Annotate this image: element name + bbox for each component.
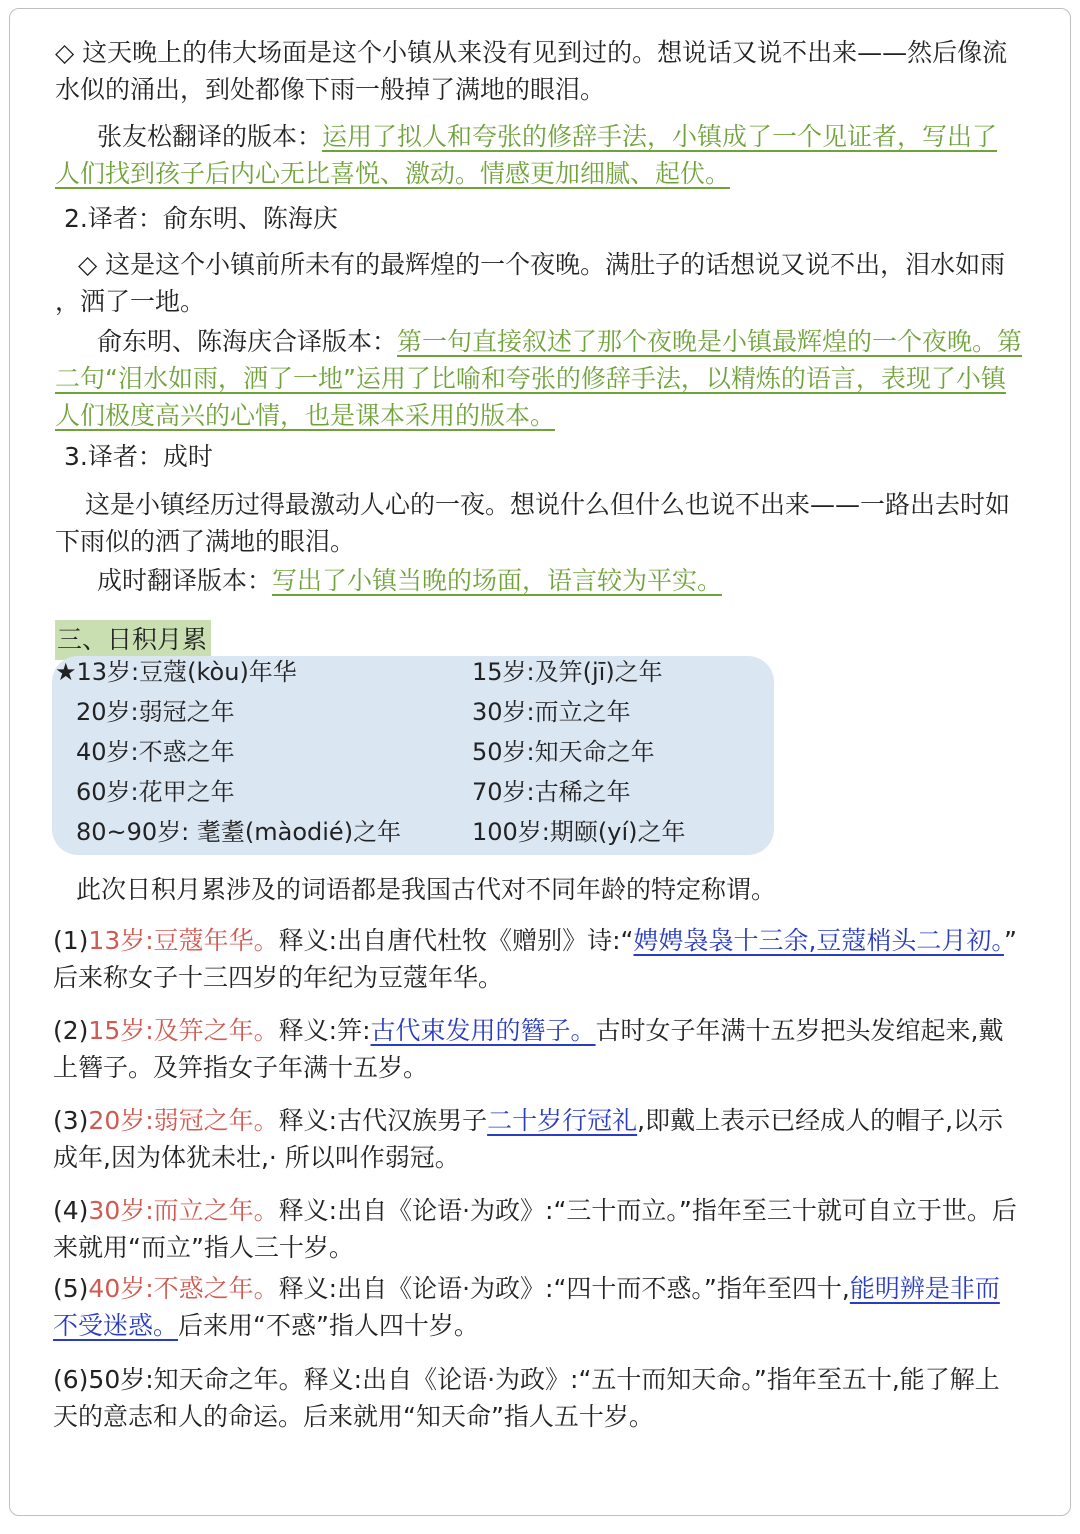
- analysis-zhang-label: 张友松翻译的版本：: [97, 122, 323, 151]
- age-term: 80~90岁: 耄耋(màodié)之年: [76, 818, 402, 846]
- entry-4-term: 30岁:而立之年。: [88, 1196, 279, 1225]
- entry-2-line-1: (2)15岁:及笄之年。释义:笄:古代束发用的簪子。古时女子年满十五岁把头发绾起来,戴: [53, 1016, 1004, 1045]
- entry-5-highlight: 能明辨是非而: [849, 1274, 1000, 1303]
- analysis-cheng-highlight: 写出了小镇当晚的场面，语言较为平实。: [272, 566, 723, 595]
- age-terms-intro: 此次日积月累涉及的词语都是我国古代对不同年龄的特定称谓。: [76, 875, 777, 904]
- analysis-yu-highlight: 第一句直接叙述了那个夜晚是小镇最辉煌的一个夜晚。第: [397, 327, 1023, 356]
- entry-6-line-2: 天的意志和人的命运。后来就用“知天命”指人五十岁。: [53, 1402, 654, 1431]
- age-term: 50岁:知天命之年: [472, 738, 655, 766]
- entry-5-highlight-cont: 不受迷惑。: [53, 1311, 179, 1340]
- analysis-yu-label: 俞东明、陈海庆合译版本：: [97, 327, 398, 356]
- quote-cheng-line-2: 下雨似的洒了满地的眼泪。: [55, 527, 356, 556]
- entry-5-line-1: (5)40岁:不惑之年。释义:出自《论语·为政》:“四十而不惑。”指年至四十,能明辨是非而: [53, 1274, 1000, 1303]
- entry-3-highlight: 二十岁行冠礼: [487, 1106, 638, 1135]
- entry-4-line-1: (4)30岁:而立之年。释义:出自《论语·为政》:“三十而立。”指年至三十就可自立于世。后: [53, 1196, 1017, 1225]
- analysis-zhang-line-1: [97, 118, 997, 155]
- entry-1-highlight: 娉娉袅袅十三余,豆蔻梢头二月初。: [633, 926, 1004, 955]
- entry-2-term: 15岁:及笄之年。: [88, 1016, 279, 1045]
- translator-3-title: 3.译者：成时: [64, 442, 213, 471]
- age-term: 70岁:古稀之年: [472, 778, 631, 806]
- entry-2-highlight: 古代束发用的簪子。: [370, 1016, 596, 1045]
- age-term: 40岁:不惑之年: [76, 738, 235, 766]
- analysis-yu-line-3: 人们极度高兴的心情，也是课本采用的版本。: [55, 401, 556, 430]
- entry-1-term: 13岁:豆蔻年华。: [88, 926, 279, 955]
- age-term: 60岁:花甲之年: [76, 778, 235, 806]
- quote-zhang-line-2: 水似的涌出，到处都像下雨一般掉了满地的眼泪。: [55, 75, 606, 104]
- quote-cheng-line-1: 这是小镇经历过得最激动人心的一夜。想说什么但什么也说不出来——一路出去时如: [85, 490, 1011, 519]
- analysis-yu-line-1: [97, 323, 1022, 360]
- entry-3-term: 20岁:弱冠之年。: [88, 1106, 279, 1135]
- translator-2-title: 2.译者：俞东明、陈海庆: [64, 204, 338, 233]
- entry-6-line-1: (6)50岁:知天命之年。释义:出自《论语·为政》:“五十而知天命。”指年至五十,能了解上: [53, 1365, 1000, 1394]
- age-term: ★13岁:豆蔻(kòu)年华: [55, 658, 297, 686]
- analysis-cheng-label: 成时翻译版本：: [97, 566, 273, 595]
- analysis-yu-line-2: 二句“泪水如雨，洒了一地”运用了比喻和夸张的修辞手法，以精炼的语言，表现了小镇: [55, 364, 1006, 393]
- entry-2-line-2: 上簪子。及笄指女子年满十五岁。: [53, 1053, 429, 1082]
- quote-yu-line-2: ，洒了一地。: [55, 287, 206, 316]
- entry-1-line-1: (1)13岁:豆蔻年华。释义:出自唐代杜牧《赠别》诗:“娉娉袅袅十三余,豆蔻梢头二月初。”: [53, 926, 1017, 955]
- entry-4-line-2: 来就用“而立”指人三十岁。: [53, 1233, 354, 1262]
- analysis-zhang-line-2: 人们找到孩子后内心无比喜悦、激动。情感更加细腻、起伏。: [55, 159, 731, 188]
- entry-3-line-2: 成年,因为体犹未壮,· 所以叫作弱冠。: [53, 1143, 460, 1172]
- entry-5-term: 40岁:不惑之年。: [88, 1274, 279, 1303]
- quote-zhang-line-1: ◇ 这天晚上的伟大场面是这个小镇从来没有见到过的。想说话又说不出来——然后像流: [55, 38, 1008, 67]
- age-term: 20岁:弱冠之年: [76, 698, 235, 726]
- entry-1-line-2: 后来称女子十三四岁的年纪为豆蔻年华。: [53, 963, 504, 992]
- entry-5-line-2: 不受迷惑。后来用“不惑”指人四十岁。: [53, 1311, 479, 1340]
- quote-yu-line-1: ◇ 这是这个小镇前所未有的最辉煌的一个夜晚。满肚子的话想说又说不出，泪水如雨: [78, 250, 1006, 279]
- age-term: 30岁:而立之年: [472, 698, 631, 726]
- document-page: [9, 8, 1071, 1516]
- age-term: 15岁:及笄(jī)之年: [472, 658, 663, 686]
- analysis-cheng: [97, 562, 722, 599]
- age-term: 100岁:期颐(yí)之年: [472, 818, 686, 846]
- analysis-zhang-highlight: 运用了拟人和夸张的修辞手法，小镇成了一个见证者，写出了: [322, 122, 998, 151]
- entry-3-line-1: (3)20岁:弱冠之年。释义:古代汉族男子二十岁行冠礼,即戴上表示已经成人的帽子,以示: [53, 1106, 1004, 1135]
- section-heading-rijiyuelei: 三、日积月累: [55, 620, 211, 660]
